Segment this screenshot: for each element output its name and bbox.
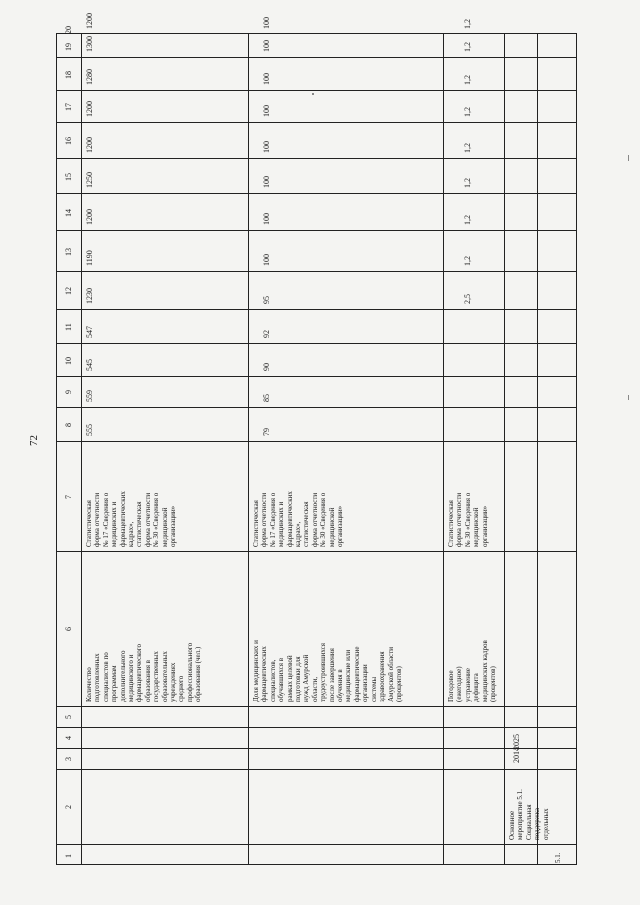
value-cell: 79 [262,428,271,436]
value-cell: 92 [262,330,271,338]
column-divider [57,769,576,770]
value-cell: 1,2 [463,107,472,117]
value-cell: 1,2 [463,178,472,188]
column-header: 19 [64,42,73,51]
column-header: 17 [64,103,73,111]
row-divider [248,34,249,864]
column-header: 5 [64,715,73,719]
value-cell: 1300 [85,36,94,52]
column-divider [57,230,576,231]
value-cell: 1,2 [463,143,472,153]
column-divider [57,271,576,272]
column-header: 18 [64,70,73,79]
value-cell: 1250 [85,172,94,188]
column-header: 20 [64,26,73,34]
value-cell: 555 [85,424,94,436]
value-cell: 1230 [85,288,94,304]
column-header: 4 [64,736,73,740]
value-cell: 100 [262,17,271,29]
column-header: 2 [64,805,73,809]
value-cell: 545 [85,359,94,371]
scan-mark [628,395,629,400]
value-cell: 100 [262,40,271,52]
column-header: 12 [64,287,73,295]
value-cell: 100 [262,213,271,225]
column-divider [57,441,576,442]
column-divider [57,376,576,377]
value-cell: 100 [262,176,271,188]
value-cell: 100 [262,73,271,85]
column-divider [57,551,576,552]
column-divider [57,407,576,408]
column-header: 8 [64,422,73,427]
value-cell: 1,2 [463,19,472,29]
column-divider [57,57,576,58]
indicator-text: Количество подготовленных специалистов по программам дополнительного медицинского и фармацевтического образования в государственных образовательных учреждениях среднего профессионального образования (чел.) [85,642,203,702]
column-header: 13 [64,247,73,256]
value-cell: 2,5 [463,294,472,304]
activity-title: Основное мероприятие 5.1. Социальная поддержка отдельных [508,789,550,840]
column-header: 3 [64,757,73,761]
value-cell: 100 [262,105,271,117]
column-divider [57,727,576,728]
column-header: 1 [64,853,73,858]
source-text: Статистическая форма отчетности № 17 «Сведения о медицинских и фармацевтических кадрах», статистическая форма отчетности № 30 «Сведения о медицинской организации» [252,491,345,547]
column-divider [57,706,576,707]
value-cell: 1200 [85,101,94,117]
column-header: 14 [64,208,73,217]
value-cell: 547 [85,326,94,338]
value-cell: 1200 [85,13,94,29]
value-cell: 1,2 [463,256,472,266]
column-header: 9 [64,390,73,394]
value-cell: 100 [262,254,271,266]
row-divider [443,34,444,864]
value-cell: 1,2 [463,75,472,85]
value-cell: 85 [262,394,271,402]
indicator-text: Погодовое (ежегодное) устранение дефицита медицинских кадров (процентов) [447,640,498,702]
column-header: 6 [64,627,73,631]
column-header: 11 [64,323,73,331]
column-divider [57,748,576,749]
activity-number: 5.1. [554,852,562,863]
row-divider [81,34,82,864]
value-cell: 1280 [85,69,94,85]
column-divider [57,122,576,123]
column-divider [57,158,576,159]
scan-mark [312,93,314,95]
column-divider [57,844,576,845]
column-divider [57,193,576,194]
value-cell: 90 [262,363,271,371]
column-divider [57,343,576,344]
source-text: Статистическая форма отчетности № 30 «Сведения о медицинской организации» [447,492,489,547]
row-divider [504,34,505,864]
page-number: 72 [28,435,40,446]
value-cell: 1200 [85,137,94,153]
value-cell: 1190 [85,250,94,266]
column-header: 15 [64,172,73,181]
column-header: 7 [64,494,73,499]
indicator-text: Доля медицинских и фармацевтических специалистов, обучавшихся в рамках целевой подготовки для нужд Амурской области, трудоустроившихся после завершения обучения в медицинские или фармацевтические организации системы здравоохранения Амурской области (процентов) [252,640,403,702]
value-cell: 1,2 [463,215,472,225]
column-header: 10 [64,356,73,365]
value-cell: 100 [262,141,271,153]
row-divider [537,34,538,864]
column-divider [57,90,576,91]
year-start: 2014 [512,747,521,763]
column-header: 16 [64,137,73,145]
value-cell: 1,2 [463,42,472,52]
value-cell: 559 [85,390,94,402]
value-cell: 1200 [85,209,94,225]
source-text: Статистическая форма отчетности № 17 «Сведения о медицинских и фармацевтических кадрах», статистическая форма отчетности № 30 «Сведения о медицинской организации» [85,491,178,547]
year-end: 2025 [512,734,521,750]
value-cell: 95 [262,296,271,304]
column-divider [57,309,576,310]
scan-mark [628,155,629,161]
data-table [56,13,577,865]
